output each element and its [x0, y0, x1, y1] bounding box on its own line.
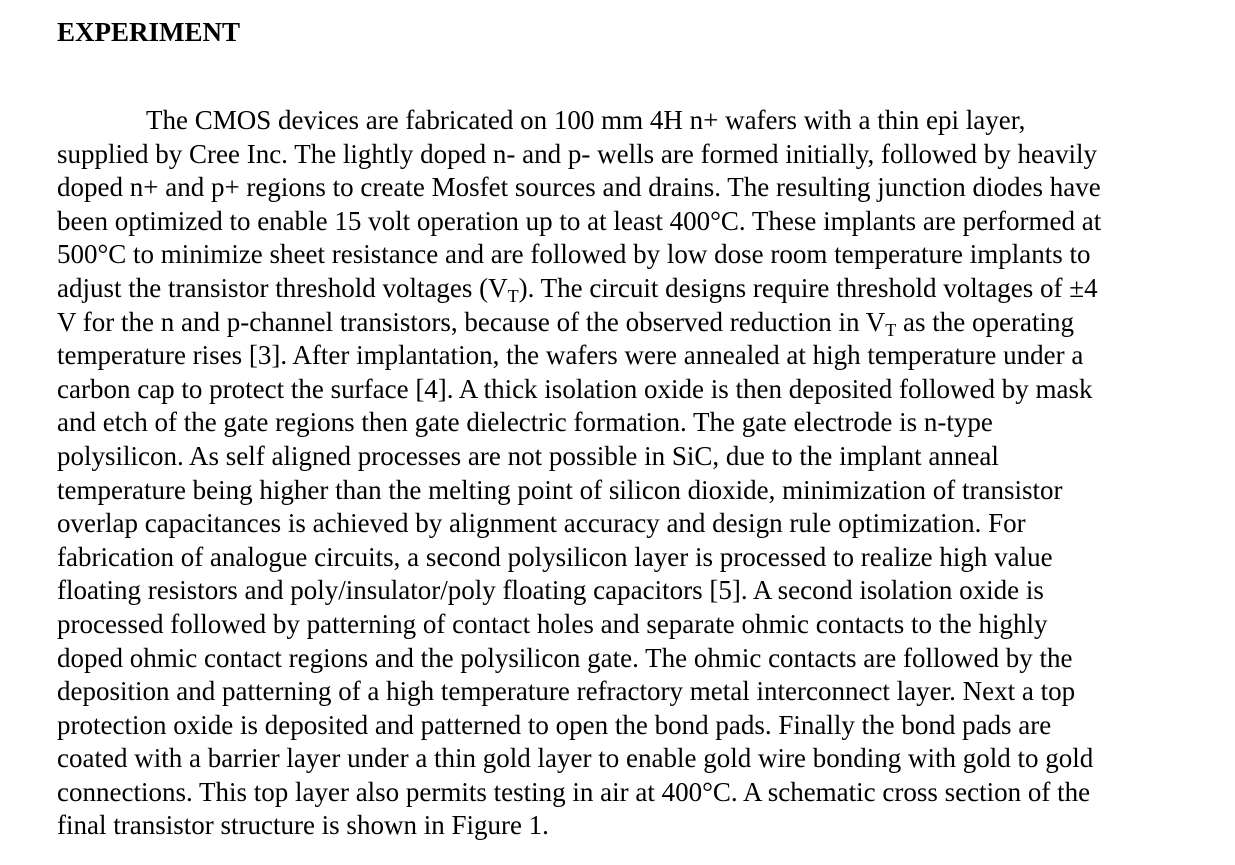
- paragraph-line: 500°C to minimize sheet resistance and are followed by low dose room temperature implants to: [57, 239, 1091, 270]
- body-paragraph: [57, 104, 1187, 843]
- paragraph-line: connections. This top layer also permits testing in air at 400°C. A schematic cross section of the: [57, 776, 1091, 807]
- paragraph-line: overlap capacitances is achieved by alignment accuracy and design rule optimization. For: [57, 508, 1026, 539]
- paragraph-line: temperature rises [3]. After implantation, the wafers were annealed at high temperature under a: [57, 340, 1084, 371]
- paragraph-line: deposition and patterning of a high temperature refractory metal interconnect layer. Next a top: [57, 676, 1076, 707]
- line-text: V for the n and p-channel transistors, because of the observed reduction in V: [57, 306, 886, 337]
- subscript: T: [507, 285, 519, 306]
- paragraph-line: final transistor structure is shown in Figure 1.: [57, 810, 549, 841]
- paragraph-line: doped n+ and p+ regions to create Mosfet sources and drains. The resulting junction diodes have: [57, 172, 1101, 203]
- paragraph-line: been optimized to enable 15 volt operation up to at least 400°C. These implants are performed at: [57, 205, 1102, 236]
- paragraph-line: and etch of the gate regions then gate dielectric formation. The gate electrode is n-type: [57, 407, 993, 438]
- subscript: T: [885, 319, 897, 340]
- paragraph-line: [57, 272, 1187, 306]
- paragraph-line: processed followed by patterning of contact holes and separate ohmic contacts to the highly: [57, 608, 1048, 639]
- line-text: adjust the transistor threshold voltages (V: [57, 272, 508, 303]
- document-page: [57, 14, 1187, 843]
- paragraph-line: temperature being higher than the melting point of silicon dioxide, minimization of transistor: [57, 474, 1063, 505]
- paragraph-line: protection oxide is deposited and patterned to open the bond pads. Finally the bond pads are: [57, 709, 1052, 740]
- paragraph-line: floating resistors and poly/insulator/poly floating capacitors [5]. A second isolation oxide is: [57, 575, 1044, 606]
- paragraph-line: carbon cap to protect the surface [4]. A thick isolation oxide is then deposited followed by mask: [57, 373, 1093, 404]
- paragraph-line: The CMOS devices are fabricated on 100 mm 4H n+ wafers with a thin epi layer,: [146, 105, 1026, 135]
- paragraph-line: polysilicon. As self aligned processes are not possible in SiC, due to the implant anneal: [57, 440, 999, 471]
- paragraph-line: fabrication of analogue circuits, a second polysilicon layer is processed to realize high value: [57, 541, 1053, 572]
- line-text: ). The circuit designs require threshold voltages of ±4: [518, 272, 1098, 303]
- paragraph-line: [57, 306, 1187, 340]
- paragraph-line: coated with a barrier layer under a thin gold layer to enable gold wire bonding with gold to gold: [57, 743, 1094, 774]
- paragraph-line: supplied by Cree Inc. The lightly doped n- and p- wells are formed initially, followed by heavily: [57, 138, 1097, 169]
- paragraph-line: doped ohmic contact regions and the polysilicon gate. The ohmic contacts are followed by the: [57, 642, 1073, 673]
- line-text: as the operating: [896, 306, 1074, 337]
- section-heading: EXPERIMENT: [57, 17, 241, 47]
